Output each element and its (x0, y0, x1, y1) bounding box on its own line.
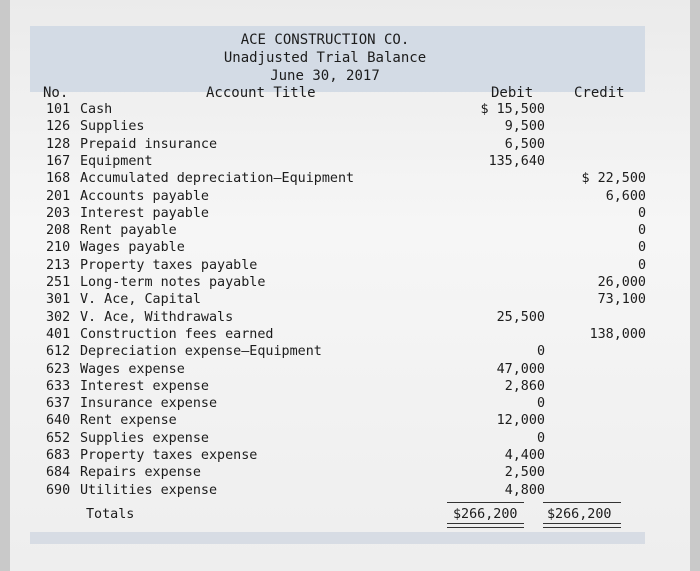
account-cell (46, 257, 257, 274)
account-number: 126 (46, 119, 71, 135)
account-title: Accumulated depreciation–Equipment (80, 171, 355, 187)
account-title: V. Ace, Withdrawals (80, 309, 234, 325)
account-number: 208 (46, 223, 71, 239)
table-row (46, 257, 646, 274)
account-cell (46, 447, 257, 464)
account-number: 210 (46, 240, 71, 256)
account-title: Wages expense (80, 361, 185, 377)
debit-double-underline (447, 523, 524, 528)
account-title: Utilities expense (80, 482, 218, 498)
account-title: Accounts payable (80, 188, 209, 204)
account-number: 101 (46, 102, 71, 117)
account-number: 213 (46, 257, 71, 273)
table-row (46, 447, 646, 464)
trial-balance-sheet (10, 0, 690, 571)
account-cell (46, 118, 145, 135)
account-title: Depreciation expense–Equipment (80, 344, 322, 360)
account-title: Interest expense (80, 378, 209, 394)
table-row (46, 188, 646, 205)
table-row (46, 378, 646, 395)
account-cell (46, 309, 233, 326)
credit-amount: 0 (637, 223, 646, 239)
company-name: ACE CONSTRUCTION CO. (240, 32, 410, 48)
table-row (46, 309, 646, 326)
debit-amount: 4,800 (504, 482, 545, 498)
table-row (46, 205, 646, 222)
account-number: 251 (46, 275, 71, 290)
account-title: Prepaid insurance (80, 136, 218, 152)
credit-amount: 0 (637, 257, 646, 273)
account-number: 690 (46, 482, 71, 498)
credit-double-underline (543, 523, 621, 528)
account-title: Cash (80, 102, 113, 117)
table-row (46, 430, 646, 447)
table-row (46, 170, 646, 187)
debit-amount: 0 (536, 430, 545, 446)
account-number: 302 (46, 309, 71, 325)
credit-total-rule (543, 502, 621, 503)
debit-amount: 6,500 (504, 136, 545, 152)
footer-band (30, 532, 645, 544)
account-title: Supplies (80, 119, 145, 135)
account-title: V. Ace, Capital (80, 292, 201, 308)
table-row (46, 153, 646, 170)
account-number: 167 (46, 153, 71, 169)
account-cell (46, 395, 217, 412)
account-cell (46, 222, 177, 239)
table-row (46, 395, 646, 412)
account-cell (46, 101, 112, 118)
debit-amount: 135,640 (488, 153, 545, 169)
credit-amount: 0 (637, 205, 646, 221)
totals-label: Totals (86, 507, 135, 522)
table-row (46, 101, 646, 118)
account-title: Property taxes expense (80, 448, 258, 463)
table-row (46, 239, 646, 256)
table-row (46, 343, 646, 360)
table-row (46, 136, 646, 153)
credit-amount: 73,100 (597, 292, 646, 308)
account-title: Property taxes payable (80, 257, 258, 273)
account-number: 301 (46, 292, 71, 308)
account-title: Wages payable (80, 240, 185, 256)
account-cell (46, 343, 322, 360)
account-cell (46, 274, 265, 291)
account-number: 401 (46, 326, 71, 342)
account-number: 201 (46, 188, 71, 204)
table-row (46, 291, 646, 308)
account-cell (46, 239, 185, 256)
account-title: Interest payable (80, 205, 209, 221)
credit-amount: 26,000 (597, 275, 646, 290)
account-cell (46, 412, 177, 429)
debit-amount: 2,860 (504, 378, 545, 394)
account-cell (46, 170, 354, 187)
table-row (46, 326, 646, 343)
account-title: Insurance expense (80, 396, 218, 412)
table-row (46, 118, 646, 135)
account-title: Supplies expense (80, 430, 209, 446)
debit-amount: 2,500 (504, 465, 545, 481)
account-title: Equipment (80, 153, 153, 169)
account-number: 637 (46, 396, 71, 412)
account-cell (46, 188, 209, 205)
table-row (46, 412, 646, 429)
debit-amount: 0 (536, 396, 545, 412)
debit-total: $266,200 (453, 507, 518, 522)
account-title: Construction fees earned (80, 326, 274, 342)
account-title: Rent payable (80, 223, 177, 239)
account-cell (46, 326, 273, 343)
table-row (46, 464, 646, 481)
account-cell (46, 291, 201, 308)
column-credit-header: Credit (574, 85, 625, 101)
table-row (46, 361, 646, 378)
debit-amount: 9,500 (504, 119, 545, 135)
debit-amount: 47,000 (496, 361, 545, 377)
credit-amount: 138,000 (589, 326, 646, 342)
account-number: 652 (46, 430, 71, 446)
column-no-header: No. (43, 85, 69, 101)
account-number: 684 (46, 465, 71, 481)
credit-amount: 0 (637, 240, 646, 256)
account-cell (46, 482, 217, 499)
account-cell (46, 361, 185, 378)
account-title: Repairs expense (80, 465, 201, 481)
account-cell (46, 153, 153, 170)
debit-amount: 25,500 (496, 309, 545, 325)
debit-total-rule (447, 502, 524, 503)
table-row (46, 222, 646, 239)
report-date: June 30, 2017 (270, 68, 380, 84)
table-row (46, 274, 646, 291)
debit-amount: 4,400 (504, 448, 545, 463)
debit-amount: 12,000 (496, 413, 545, 429)
account-number: 683 (46, 448, 71, 463)
account-cell (46, 378, 209, 395)
account-number: 623 (46, 361, 71, 377)
credit-amount: $ 22,500 (581, 171, 646, 187)
column-debit-header: Debit (491, 85, 534, 101)
report-title: Unadjusted Trial Balance (223, 50, 427, 66)
account-cell (46, 430, 209, 447)
account-number: 168 (46, 171, 71, 187)
debit-amount: $ 15,500 (480, 102, 545, 117)
account-number: 203 (46, 205, 71, 221)
credit-total: $266,200 (547, 507, 612, 522)
account-title: Rent expense (80, 413, 177, 429)
table-row (46, 482, 646, 499)
account-title: Long-term notes payable (80, 275, 266, 290)
account-number: 640 (46, 413, 71, 429)
account-number: 612 (46, 344, 71, 360)
debit-amount: 0 (536, 344, 545, 360)
account-number: 128 (46, 136, 71, 152)
account-number: 633 (46, 378, 71, 394)
credit-amount: 6,600 (605, 188, 646, 204)
account-cell (46, 205, 209, 222)
column-account-title-header: Account Title (206, 85, 316, 101)
account-cell (46, 464, 201, 481)
account-cell (46, 136, 217, 153)
